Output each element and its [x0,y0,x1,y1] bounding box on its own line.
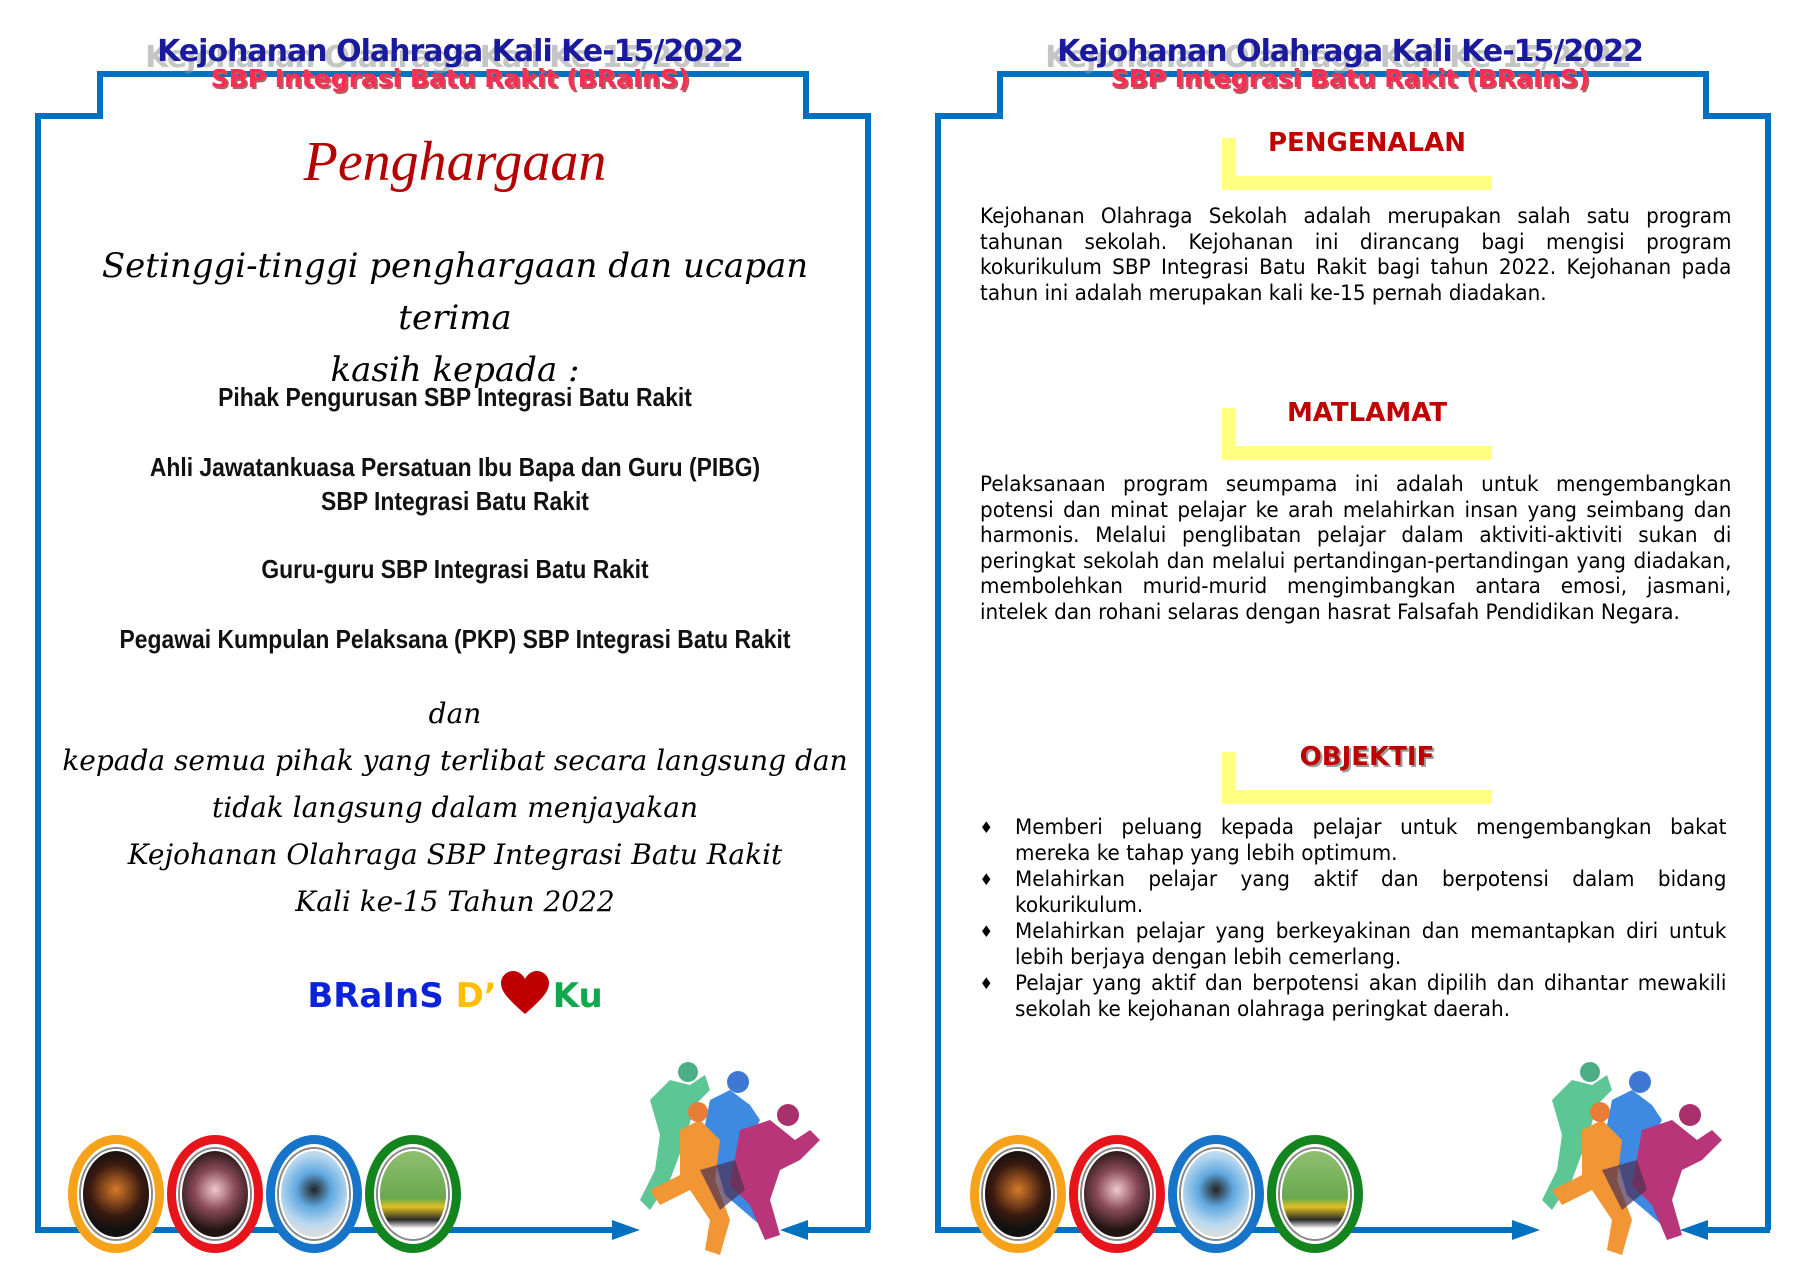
section-title: MATLAMAT [1286,398,1448,428]
outro-line: Kejohanan Olahraga SBP Integrasi Batu Rakit [127,838,783,871]
section-title: OBJEKTIF [1299,742,1435,772]
section-heading-matlamat [1222,398,1492,458]
house-logo-orange [68,1135,164,1253]
pengenalan-text: Kejohanan Olahraga Sekolah adalah merupakan salah satu program tahunan sekolah. Kejohanan ini dirancang bagi mengisi program kokurikulum SBP Integrasi Batu Rakit bagi tahun 2022. Kejohanan pada tahun ini adalah merupakan kali ke-15 pernah diadakan. [980,204,1732,306]
house-logos [970,1135,1366,1253]
ack-item [90,622,820,656]
event-title: Kejohanan Olahraga Kali Ke-15/2022 [157,34,743,69]
ack-item [90,450,820,518]
acknowledgement-outro [40,690,870,925]
house-logo-blue [1168,1135,1264,1253]
house-logo-blue [266,1135,362,1253]
house-logo-green [365,1135,461,1253]
event-title: Kejohanan Olahraga Kali Ke-15/2022 [1057,34,1643,69]
diamond-bullet-icon: ♦ [979,818,993,837]
right-page-info [900,0,1800,1273]
section-heading-objektif [1222,742,1492,802]
outro-line: Kali ke-15 Tahun 2022 [295,885,615,918]
outro-line: kepada semua pihak yang terlibat secara langsung dan [62,744,848,777]
school-name: SBP Integrasi Batu Rakit (BRaInS) [1110,64,1590,93]
tagline-brains: BRaInS [307,976,444,1016]
objective-item [975,919,1726,971]
objective-item [975,867,1726,919]
objektif-list [975,815,1726,1023]
ack-line: Guru-guru SBP Integrasi Batu Rakit [261,554,649,584]
house-logos [68,1135,464,1253]
objective-text: Melahirkan pelajar yang berkeyakinan dan memantapkan diri untuk lebih berjaya dengan lebih cemerlang. [1014,919,1727,970]
intro-line-1: Setinggi-tinggi penghargaan dan ucapan terima [101,246,809,338]
brains-tagline [40,970,870,1025]
objective-text: Memberi peluang kepada pelajar untuk mengembangkan bakat mereka ke tahap yang lebih optimum. [1014,815,1727,866]
diamond-bullet-icon: ♦ [979,974,993,993]
house-logo-orange [970,1135,1066,1253]
ack-line: Pegawai Kumpulan Pelaksana (PKP) SBP Integrasi Batu Rakit [119,624,791,654]
house-logo-green [1267,1135,1363,1253]
intro-line-2: kasih kepada : [330,350,580,390]
penghargaan-heading: Penghargaan [303,131,607,193]
ack-item [90,552,820,586]
ack-line: Ahli Jawatankuasa Persatuan Ibu Bapa dan Guru (PIBG) [149,452,761,482]
school-name: SBP Integrasi Batu Rakit (BRaInS) [210,64,690,93]
objective-item [975,971,1726,1023]
outro-line: tidak langsung dalam menjayakan [211,791,698,824]
section-heading-pengenalan [1222,128,1492,188]
ack-line: Pihak Pengurusan SBP Integrasi Batu Rakit [218,382,692,412]
runners-illustration [1512,1060,1752,1265]
section-title: PENGENALAN [1267,128,1466,158]
ack-item [90,380,820,414]
acknowledgement-intro [40,240,870,396]
objective-item [975,815,1726,867]
heart-icon [499,970,551,1025]
house-logo-red [167,1135,263,1253]
diamond-bullet-icon: ♦ [979,870,993,889]
objective-text: Melahirkan pelajar yang aktif dan berpotensi dalam bidang kokurikulum. [1014,867,1727,918]
house-logo-red [1069,1135,1165,1253]
matlamat-text: Pelaksanaan program seumpama ini adalah untuk mengembangkan potensi dan minat pelajar ke arah melahirkan insan yang seimbang dan harmonis. Melalui penglibatan pelajar dalam aktiviti-aktiviti sukan di peringkat sekolah dan melalui pertandingan-pertandingan yang diadakan, membolehkan murid-murid mengimbangkan antara emosi, jasmani, intelek dan rohani selaras dengan hasrat Falsafah Pendidikan Negara. [980,472,1732,625]
outro-line: dan [428,697,482,730]
objective-text: Pelajar yang aktif dan berpotensi akan dipilih dan dihantar mewakili sekolah ke kejohanan olahraga peringkat daerah. [1014,971,1727,1022]
diamond-bullet-icon: ♦ [979,922,993,941]
tagline-ku: Ku [552,976,603,1016]
runners-illustration [610,1060,850,1265]
tagline-d: D’ [455,976,497,1016]
ack-line: SBP Integrasi Batu Rakit [321,486,589,516]
